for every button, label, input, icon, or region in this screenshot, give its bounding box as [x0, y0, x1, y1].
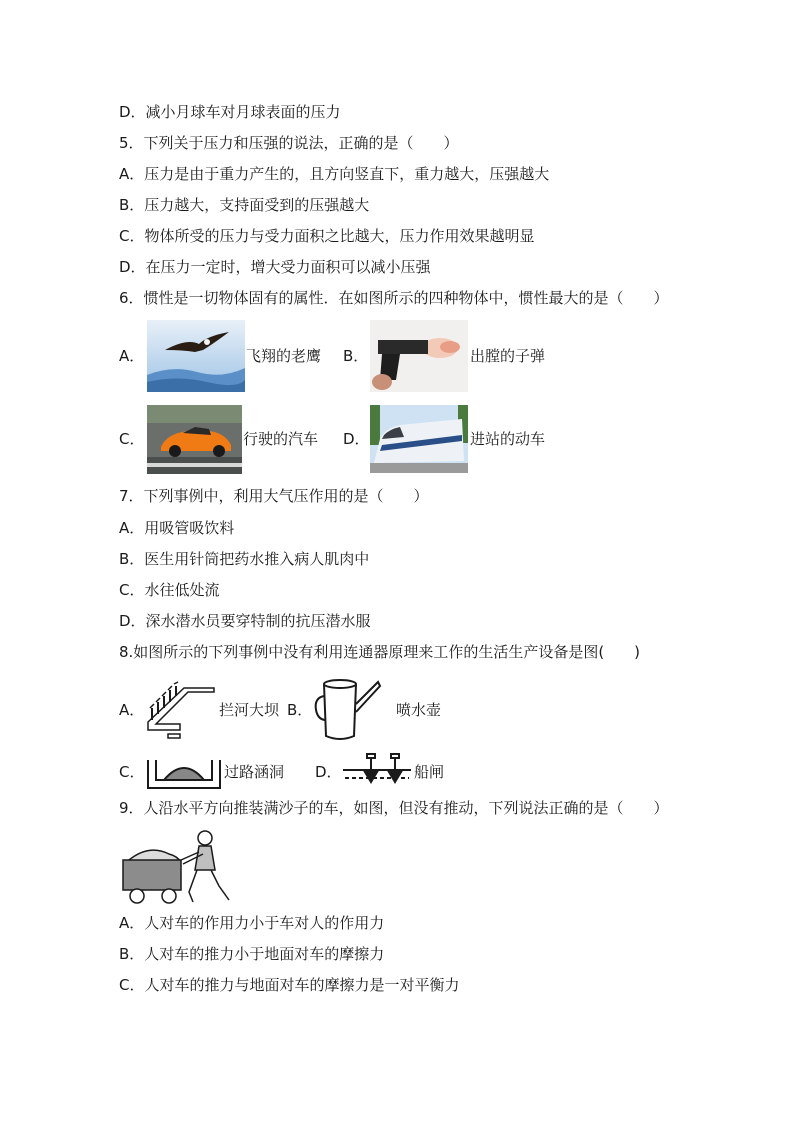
- q8-option-d-letter: D．: [315, 763, 342, 781]
- q6-stem: 6．惯性是一切物体固有的属性．在如图所示的四种物体中，惯性最大的是（ ）: [119, 289, 669, 307]
- q9-option-b: B．人对车的推力小于地面对车的摩擦力: [119, 945, 385, 963]
- q5-option-c: C．物体所受的压力与受力面积之比越大，压力作用效果越明显: [119, 227, 535, 245]
- q8-option-a-letter: A．: [119, 701, 145, 719]
- q8-option-d-text: 船闸: [414, 763, 445, 781]
- q6-option-c-letter: C．: [119, 430, 145, 448]
- q5-stem: 5．下列关于压力和压强的说法，正确的是（ ）: [119, 134, 459, 152]
- q4-option-d: D．减小月球车对月球表面的压力: [119, 103, 341, 121]
- q5-option-a: A．压力是由于重力产生的，且方向竖直下，重力越大，压强越大: [119, 165, 550, 183]
- q6-option-c-text: 行驶的汽车: [243, 430, 319, 448]
- q7-option-c: C．水往低处流: [119, 581, 220, 599]
- q8-stem: 8.如图所示的下列事例中没有利用连通器原理来工作的生活生产设备是图( ): [119, 643, 641, 661]
- q9-option-c: C．人对车的推力与地面对车的摩擦力是一对平衡力: [119, 976, 460, 994]
- q7-stem: 7．下列事例中，利用大气压作用的是（ ）: [119, 487, 429, 505]
- watering-can-image: [314, 676, 382, 744]
- gun-image: [370, 320, 468, 392]
- eagle-image: [147, 320, 245, 392]
- q7-option-b: B．医生用针筒把药水推入病人肌肉中: [119, 550, 370, 568]
- ship-lock-image: [341, 750, 413, 792]
- q6-option-a-text: 飞翔的老鹰: [246, 347, 322, 365]
- q6-option-b-text: 出膛的子弹: [470, 347, 546, 365]
- q8-option-a-text: 拦河大坝: [219, 701, 280, 719]
- dam-image: [144, 678, 218, 740]
- q5-option-d: D．在压力一定时，增大受力面积可以减小压强: [119, 258, 431, 276]
- q8-option-b-letter: B．: [287, 701, 313, 719]
- q5-option-b: B．压力越大，支持面受到的压强越大: [119, 196, 370, 214]
- q7-option-a: A．用吸管吸饮料: [119, 519, 235, 537]
- q8-option-c-letter: C．: [119, 763, 145, 781]
- culvert-image: [146, 752, 222, 792]
- bullet-train-image: [370, 405, 468, 473]
- race-car-image: [147, 405, 242, 474]
- q6-option-d-text: 进站的动车: [470, 430, 546, 448]
- person-pushing-cart-image: [119, 826, 235, 906]
- q9-option-a: A．人对车的作用力小于车对人的作用力: [119, 914, 385, 932]
- q9-stem: 9．人沿水平方向推装满沙子的车，如图，但没有推动，下列说法正确的是（ ）: [119, 799, 669, 817]
- q6-option-b-letter: B．: [343, 347, 369, 365]
- q6-option-a-letter: A．: [119, 347, 145, 365]
- q6-option-d-letter: D．: [343, 430, 370, 448]
- q8-option-c-text: 过路涵洞: [224, 763, 285, 781]
- q8-option-b-text: 喷水壶: [396, 701, 442, 719]
- q7-option-d: D．深水潜水员要穿特制的抗压潜水服: [119, 612, 371, 630]
